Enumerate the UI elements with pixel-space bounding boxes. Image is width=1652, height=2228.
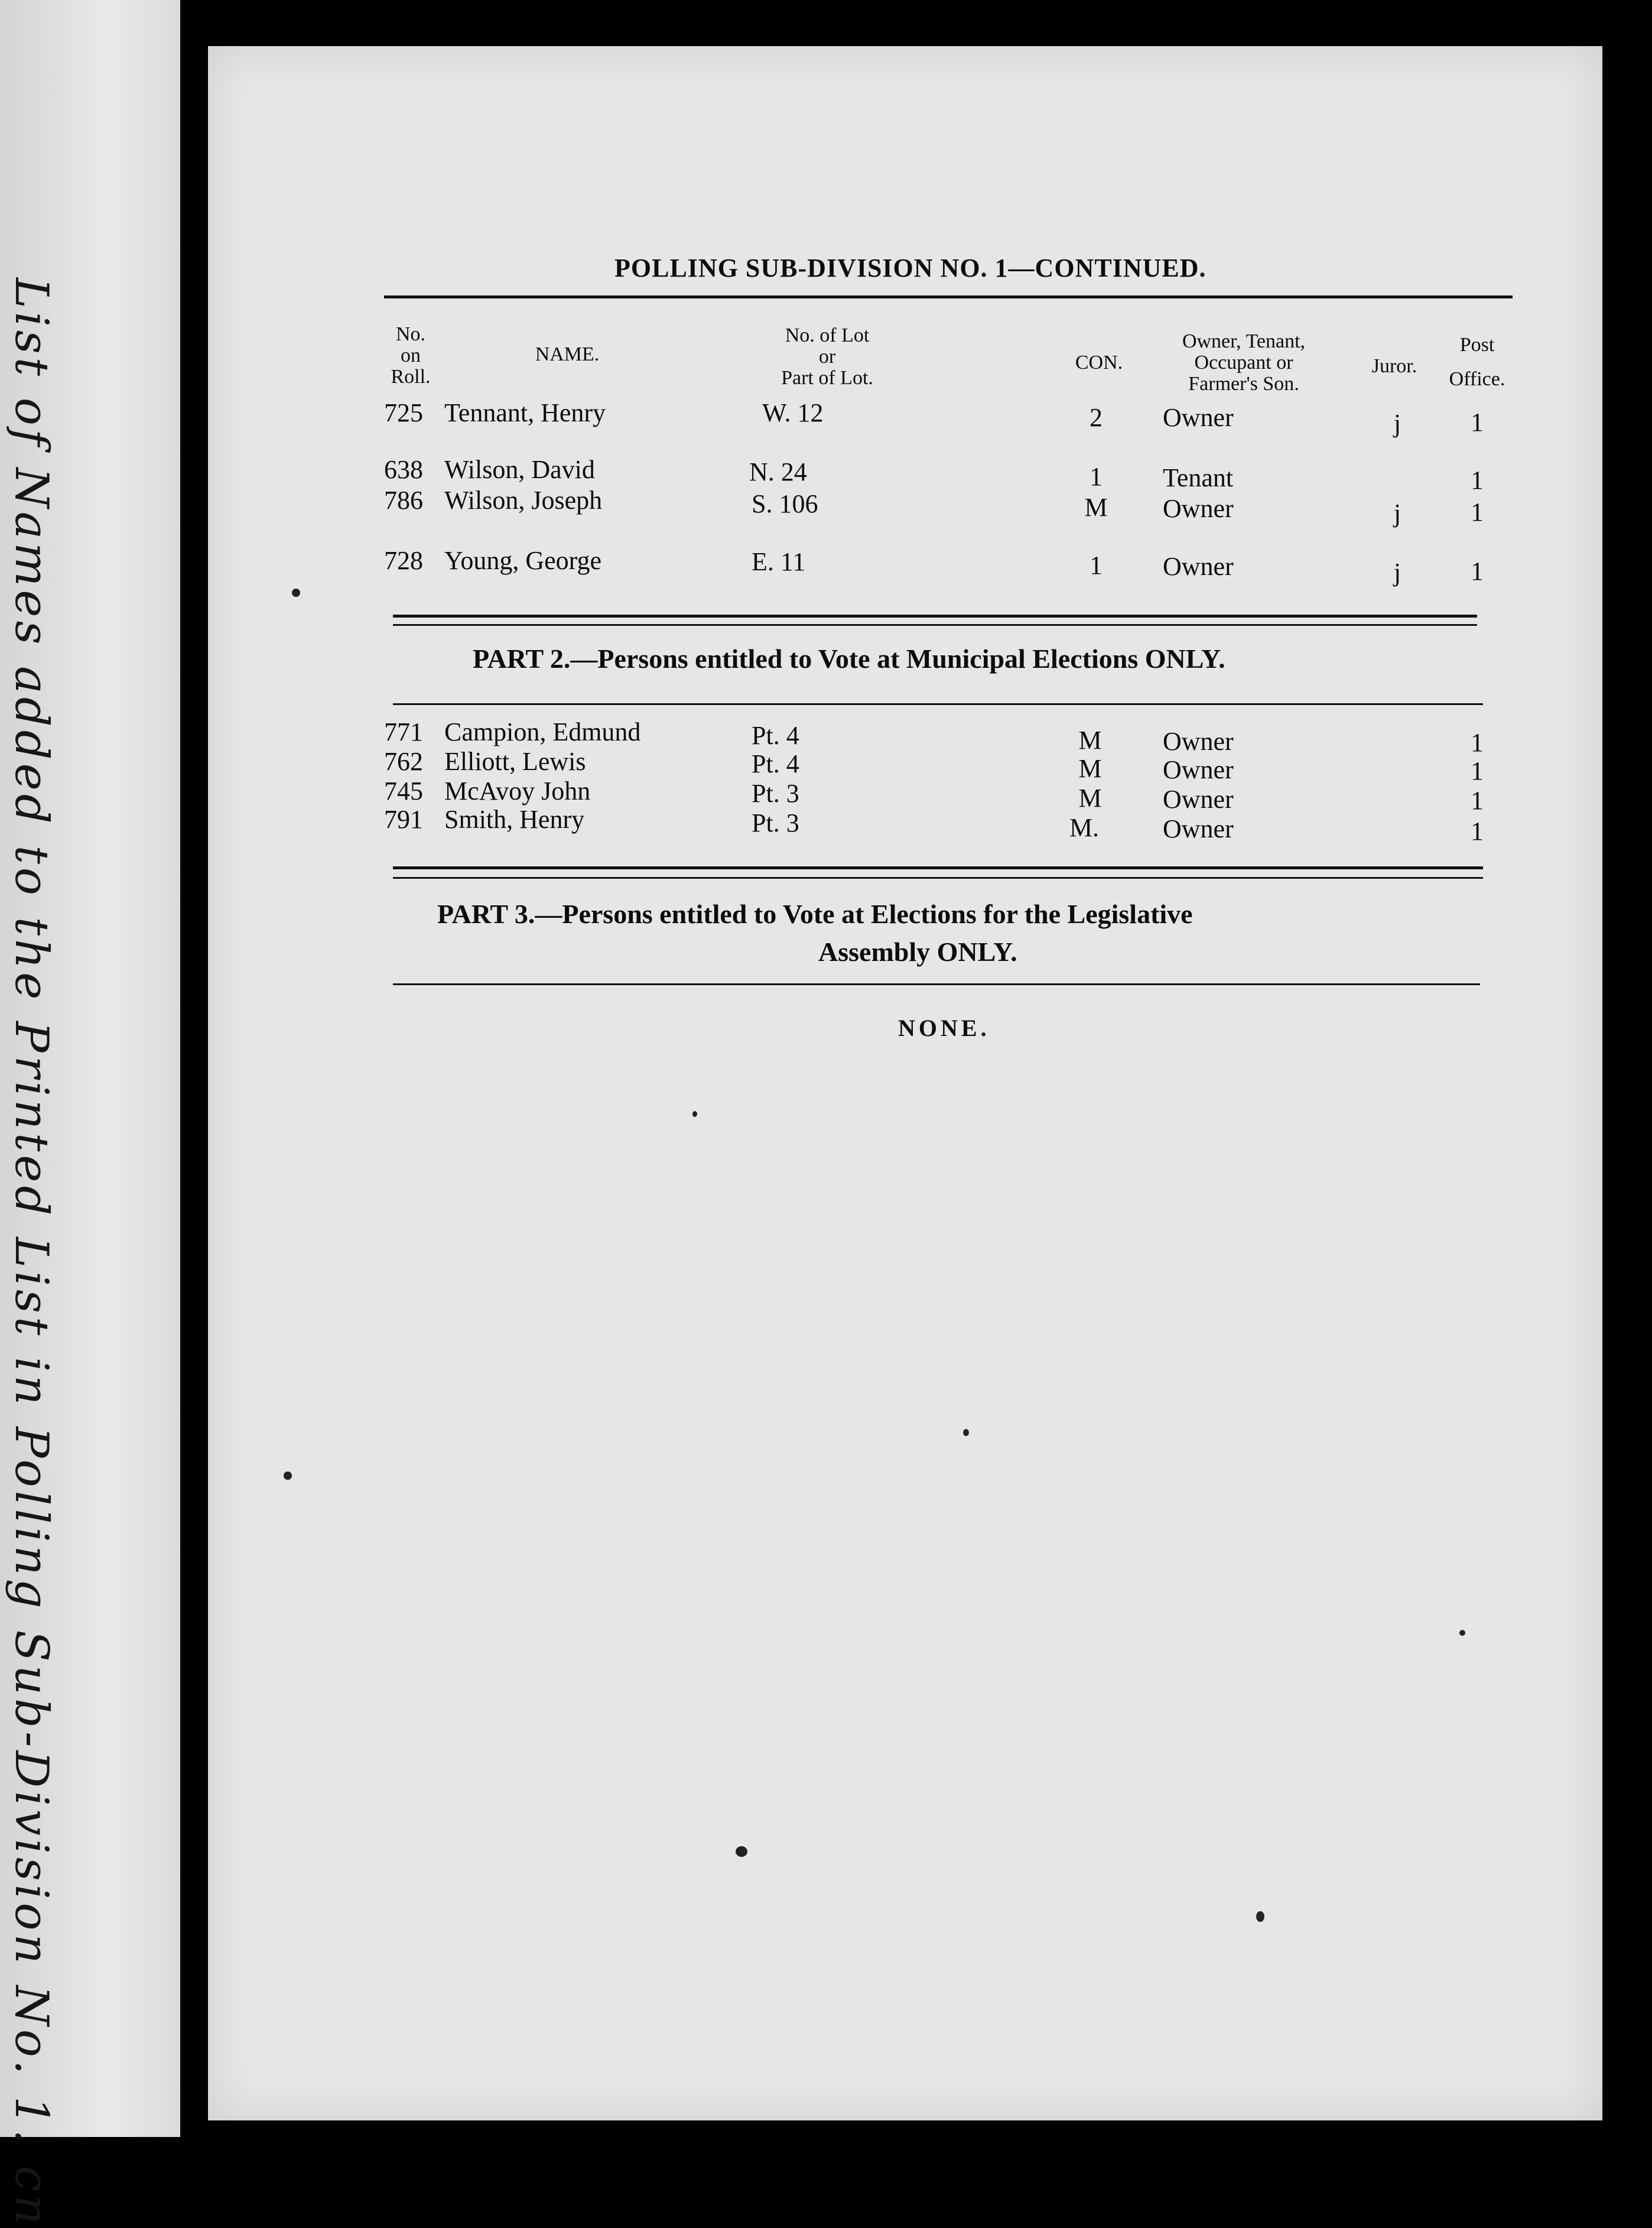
print-speck	[284, 1472, 292, 1480]
print-speck	[963, 1429, 969, 1436]
header-owner: Owner, Tenant, Occupant or Farmer's Son.	[1182, 330, 1306, 395]
margin-annotation: List of Names added to the Printed List in Polling Sub-Division No. 1. cn	[5, 278, 58, 2228]
header-con: CON.	[1075, 352, 1123, 374]
print-speck	[1256, 1911, 1264, 1922]
header-juror: Juror.	[1371, 355, 1417, 377]
print-speck	[292, 589, 300, 597]
section-rule	[393, 983, 1480, 985]
header-lot: No. of Lot or Part of Lot.	[781, 324, 873, 389]
header-name: NAME.	[535, 343, 600, 365]
header-post: Post Office.	[1449, 334, 1505, 390]
print-speck	[736, 1846, 747, 1857]
divider-rule	[393, 877, 1483, 879]
part2-heading: PART 2.—Persons entitled to Vote at Municipal Elections ONLY.	[473, 644, 1225, 674]
print-speck	[692, 1111, 697, 1117]
part3-none-label: NONE.	[898, 1015, 990, 1041]
print-speck	[1459, 1630, 1465, 1636]
title-rule	[384, 295, 1513, 298]
header-roll: No. on Roll.	[391, 323, 431, 388]
divider-rule	[393, 866, 1483, 869]
section-rule	[393, 703, 1483, 705]
page-title: POLLING SUB-DIVISION NO. 1—CONTINUED.	[614, 254, 1207, 282]
part3-heading-line1: PART 3.—Persons entitled to Vote at Elections for the Legislative	[437, 899, 1193, 929]
divider-rule	[393, 615, 1477, 618]
part3-heading-line2: Assembly ONLY.	[818, 937, 1017, 967]
divider-rule	[393, 624, 1477, 626]
